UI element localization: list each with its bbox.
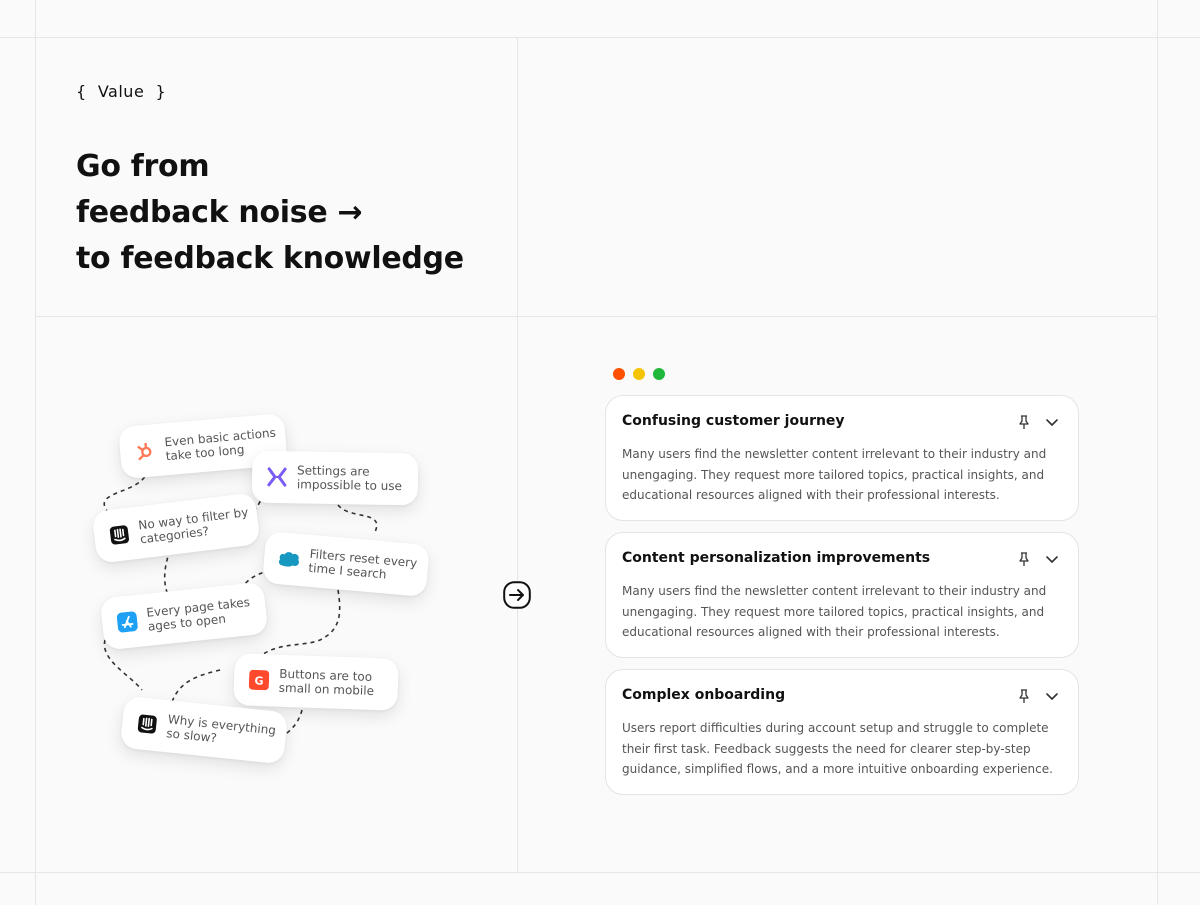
window-controls bbox=[613, 368, 665, 380]
headline-line-2: feedback noise → bbox=[76, 195, 363, 230]
insight-card-body: Users report difficulties during account setup and struggle to complete their first task. Feedback suggests the need for clearer step-by-step guidance, simplified flows, and a more intuitive onboarding experience. bbox=[622, 721, 1053, 776]
intercom-icon bbox=[107, 523, 132, 548]
insight-card-title: Confusing customer journey bbox=[622, 413, 845, 429]
chevron-down-icon[interactable] bbox=[1044, 414, 1060, 430]
feedback-chip-text: Settings are impossible to use bbox=[296, 463, 403, 494]
insight-card-title: Complex onboarding bbox=[622, 687, 786, 703]
arrow-right-icon bbox=[503, 581, 531, 609]
pin-icon[interactable] bbox=[1016, 551, 1032, 567]
insight-card-3[interactable] bbox=[605, 669, 1079, 795]
insight-card-1[interactable] bbox=[605, 395, 1079, 521]
salesforce-icon bbox=[277, 547, 301, 571]
headline bbox=[76, 144, 464, 282]
feedback-chip-2 bbox=[252, 451, 419, 506]
feedback-chip-6 bbox=[233, 653, 399, 711]
grid-line-center bbox=[517, 37, 518, 872]
insight-card-2[interactable] bbox=[605, 532, 1079, 658]
section-eyebrow: { Value } bbox=[76, 82, 167, 101]
feedback-chip-text: Buttons are too small on mobile bbox=[278, 666, 375, 699]
headline-line-3: to feedback knowledge bbox=[76, 241, 464, 276]
insight-card-body: Many users find the newsletter content irrelevant to their industry and unengaging. They request more tailored topics, practical insights, and educational resources aligned with their professional interests. bbox=[622, 447, 1047, 502]
feedback-noise-collage bbox=[70, 390, 470, 790]
pin-icon[interactable] bbox=[1016, 688, 1032, 704]
insight-card-body: Many users find the newsletter content irrelevant to their industry and unengaging. They request more tailored topics, practical insights, and educational resources aligned with their professional interests. bbox=[622, 584, 1047, 639]
minimize-dot bbox=[633, 368, 645, 380]
chevron-down-icon[interactable] bbox=[1044, 551, 1060, 567]
feedback-chip-text: Why is everything so slow? bbox=[165, 712, 277, 746]
svg-text:G: G bbox=[254, 674, 264, 688]
feedback-chip-text: Filters reset every time I search bbox=[307, 546, 418, 582]
feedback-chip-text: Every page takes ages to open bbox=[145, 595, 251, 634]
x-logo-icon bbox=[266, 466, 288, 488]
feedback-chip-text: No way to filter by categories? bbox=[137, 505, 249, 547]
g2-icon bbox=[248, 669, 271, 692]
close-dot bbox=[613, 368, 625, 380]
maximize-dot bbox=[653, 368, 665, 380]
grid-line-top bbox=[0, 37, 1200, 38]
intercom-icon bbox=[135, 712, 159, 736]
grid-line-right bbox=[1157, 0, 1158, 905]
pin-icon[interactable] bbox=[1016, 414, 1032, 430]
grid-line-middle bbox=[35, 316, 1157, 317]
feedback-chip-text: Even basic actions take too long bbox=[163, 425, 277, 464]
grid-line-left bbox=[35, 0, 36, 905]
hubspot-icon bbox=[133, 439, 157, 463]
grid-line-bottom bbox=[0, 872, 1200, 873]
chevron-down-icon[interactable] bbox=[1044, 688, 1060, 704]
app-store-icon bbox=[115, 610, 139, 634]
headline-line-1: Go from bbox=[76, 149, 210, 184]
insight-card-title: Content personalization improvements bbox=[622, 550, 931, 566]
